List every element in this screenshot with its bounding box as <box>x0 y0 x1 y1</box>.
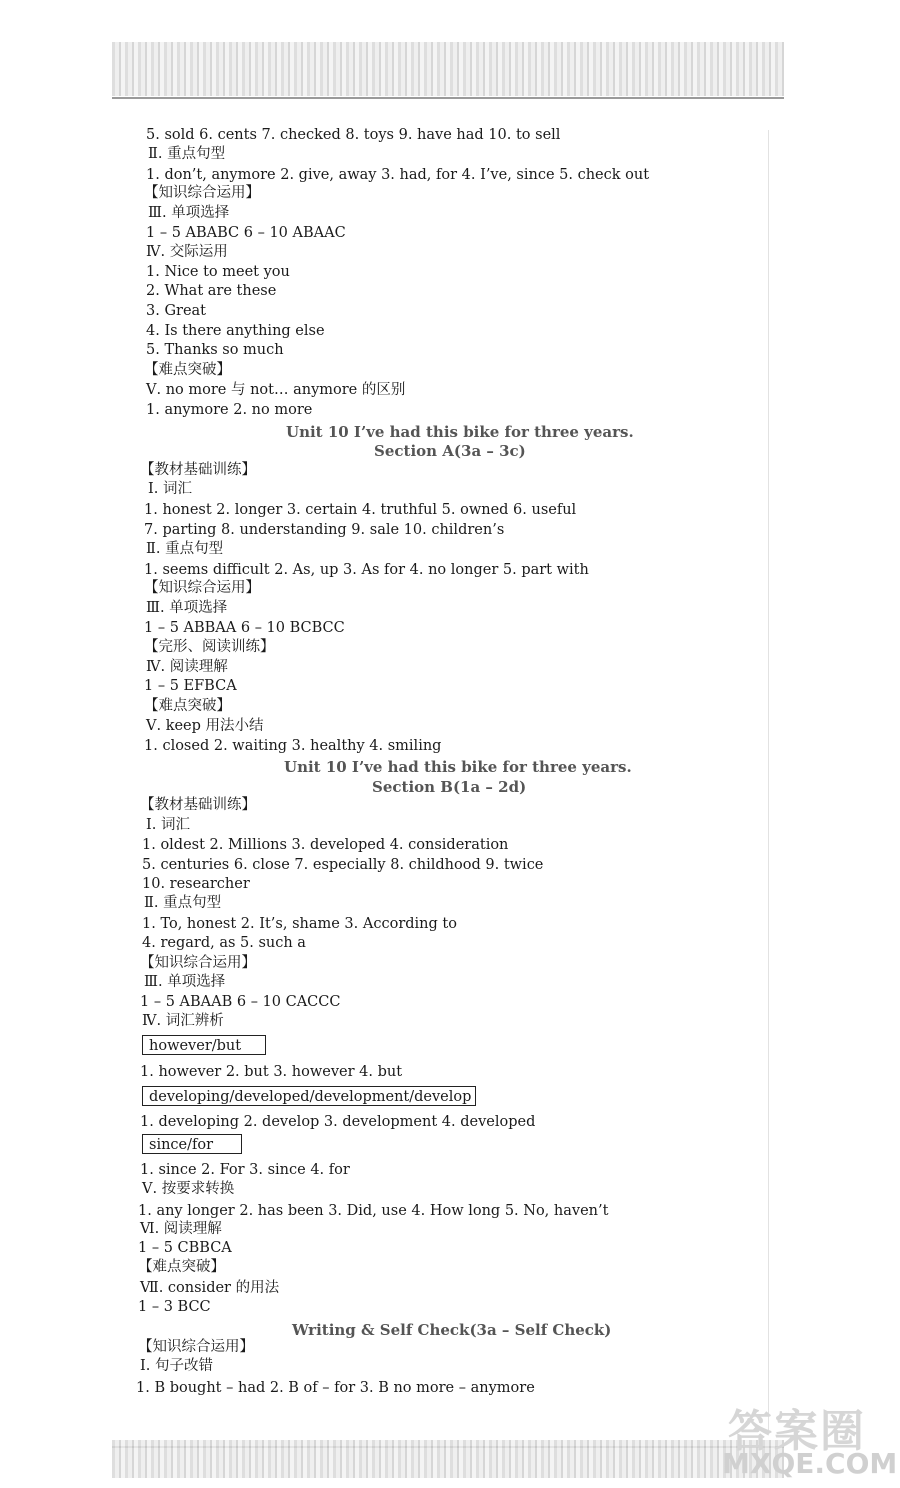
answer-line: 5. centuries 6. close 7. especially 8. childhood 9. twice <box>142 857 544 873</box>
answer-line: 1 – 5 EFBCA <box>144 678 237 694</box>
answer-line: 1. Nice to meet you <box>146 264 290 280</box>
answer-line: 3. Great <box>146 303 207 319</box>
boxed-word-group: developing/developed/development/develop <box>142 1086 476 1106</box>
category-heading: 【教材基础训练】 <box>140 797 256 813</box>
answer-line: 1. anymore 2. no more <box>146 402 313 418</box>
section-heading: Ⅱ. 重点句型 <box>146 541 224 557</box>
section-heading: Ⅴ. keep 用法小结 <box>146 718 264 734</box>
answer-line: 1. don’t, anymore 2. give, away 3. had, for 4. I’ve, since 5. check out <box>146 167 650 183</box>
answer-line: 1. closed 2. waiting 3. healthy 4. smiling <box>144 738 442 754</box>
answer-line: 7. parting 8. understanding 9. sale 10. children’s <box>144 522 505 538</box>
answer-line: 1. seems difficult 2. As, up 3. As for 4. no longer 5. part with <box>144 562 589 578</box>
section-title: Section A(3a – 3c) <box>374 442 526 460</box>
answer-line: 4. regard, as 5. such a <box>142 935 306 951</box>
section-heading: Ⅴ. 按要求转换 <box>142 1181 235 1197</box>
section-heading: Ⅶ. consider 的用法 <box>140 1280 280 1296</box>
section-title: Section B(1a – 2d) <box>372 778 527 796</box>
answer-line: 1 – 5 ABAAB 6 – 10 CACCC <box>140 994 341 1010</box>
category-heading: 【难点突破】 <box>138 1259 225 1275</box>
boxed-word-group: however/but <box>142 1035 266 1055</box>
category-heading: 【教材基础训练】 <box>140 462 256 478</box>
watermark-url: MXQE.COM <box>722 1447 898 1480</box>
unit-title: Unit 10 I’ve had this bike for three years. <box>284 758 632 776</box>
section-heading: Ⅰ. 词汇 <box>148 481 192 497</box>
category-heading: 【知识综合运用】 <box>138 1339 254 1355</box>
section-heading: Ⅳ. 词汇辨析 <box>142 1013 224 1029</box>
category-heading: 【知识综合运用】 <box>140 955 256 971</box>
scan-header-band <box>112 42 784 96</box>
category-heading: 【知识综合运用】 <box>144 185 260 201</box>
section-heading: Ⅴ. no more 与 not… anymore 的区别 <box>146 382 406 398</box>
answer-line: 1. honest 2. longer 3. certain 4. truthful 5. owned 6. useful <box>144 502 577 518</box>
answer-line: 1. To, honest 2. It’s, shame 3. According to <box>142 916 457 932</box>
answer-line: 10. researcher <box>142 876 250 892</box>
section-heading: Ⅲ. 单项选择 <box>146 600 228 616</box>
header-rule <box>112 97 784 99</box>
answer-line: 1. any longer 2. has been 3. Did, use 4. How long 5. No, haven’t <box>138 1203 609 1219</box>
answer-line: 2. What are these <box>146 283 277 299</box>
category-heading: 【知识综合运用】 <box>144 580 260 596</box>
answer-line: 1. B bought – had 2. B of – for 3. B no more – anymore <box>136 1380 535 1396</box>
category-heading: 【难点突破】 <box>144 362 231 378</box>
section-heading: Ⅳ. 阅读理解 <box>146 659 228 675</box>
answer-line: 4. Is there anything else <box>146 323 325 339</box>
category-heading: 【难点突破】 <box>144 698 231 714</box>
answer-line: 1. oldest 2. Millions 3. developed 4. consideration <box>142 837 509 853</box>
site-watermark <box>718 1395 898 1485</box>
section-heading: Ⅰ. 句子改错 <box>140 1358 213 1374</box>
watermark-logo: 答案圈 <box>728 1406 866 1457</box>
category-heading: 【完形、阅读训练】 <box>144 639 275 655</box>
section-title: Writing & Self Check(3a – Self Check) <box>292 1321 612 1339</box>
section-heading: Ⅳ. 交际运用 <box>146 244 228 260</box>
boxed-word-group: since/for <box>142 1134 242 1154</box>
answer-line: 1. developing 2. develop 3. development 4. developed <box>140 1114 536 1130</box>
answer-line: 1 – 5 ABABC 6 – 10 ABAAC <box>146 225 346 241</box>
answer-line: 1 – 3 BCC <box>138 1299 211 1315</box>
answer-line: 5. sold 6. cents 7. checked 8. toys 9. have had 10. to sell <box>146 127 561 143</box>
section-heading: Ⅲ. 单项选择 <box>148 205 230 221</box>
answer-line: 1 – 5 ABBAA 6 – 10 BCBCC <box>144 620 345 636</box>
page-edge-line <box>768 130 769 1430</box>
answer-line: 1. since 2. For 3. since 4. for <box>140 1162 350 1178</box>
unit-title: Unit 10 I’ve had this bike for three years. <box>286 423 634 441</box>
answer-line: 5. Thanks so much <box>146 342 284 358</box>
scan-footer-band <box>112 1440 784 1478</box>
answer-line: 1 – 5 CBBCA <box>138 1240 232 1256</box>
section-heading: Ⅱ. 重点句型 <box>144 895 222 911</box>
section-heading: Ⅱ. 重点句型 <box>148 146 226 162</box>
section-heading: Ⅰ. 词汇 <box>146 817 190 833</box>
section-heading: Ⅲ. 单项选择 <box>144 974 226 990</box>
section-heading: Ⅵ. 阅读理解 <box>140 1221 222 1237</box>
answer-line: 1. however 2. but 3. however 4. but <box>140 1064 403 1080</box>
